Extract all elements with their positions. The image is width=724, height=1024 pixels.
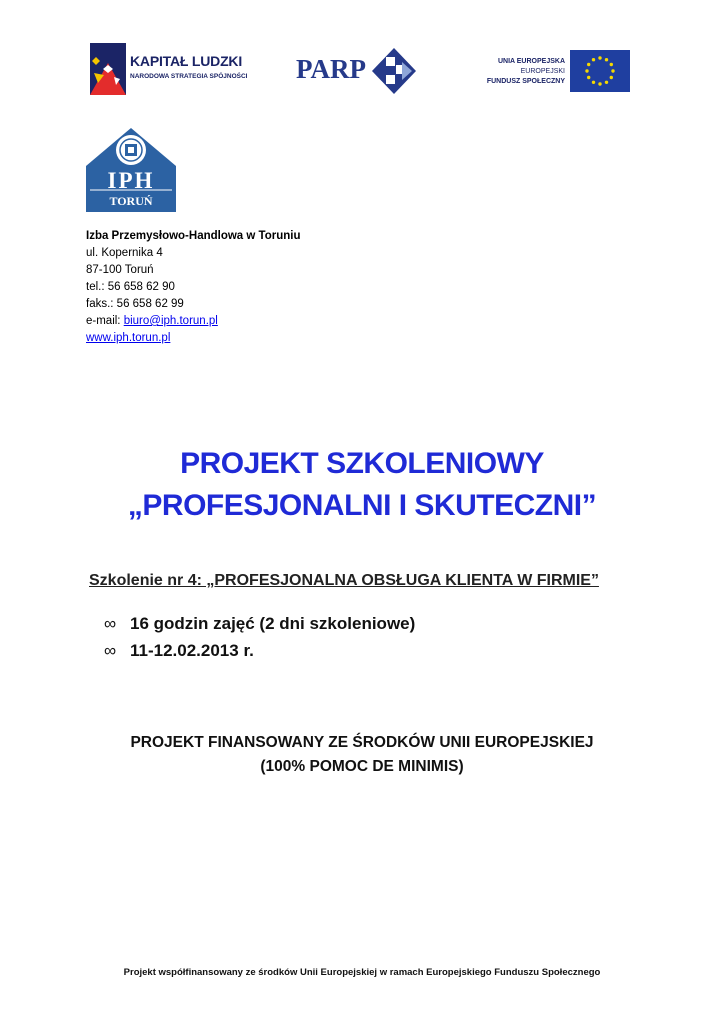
street-address: ul. Kopernika 4 bbox=[86, 247, 163, 259]
fax: faks.: 56 658 62 99 bbox=[86, 298, 184, 310]
telephone: tel.: 56 658 62 90 bbox=[86, 281, 175, 293]
funding-line2: (100% POMOC DE MINIMIS) bbox=[260, 758, 464, 775]
kapital-ludzki-logo bbox=[86, 43, 256, 95]
website-link[interactable]: www.iph.torun.pl bbox=[86, 332, 171, 344]
eu-logo-line2: EUROPEJSKI bbox=[520, 68, 565, 75]
training-details-list bbox=[104, 610, 415, 664]
iph-logo bbox=[86, 128, 176, 212]
parp-logo bbox=[296, 48, 416, 94]
iph-logo-text: IPH bbox=[107, 168, 155, 193]
list-item bbox=[104, 610, 415, 637]
footer-text: Projekt współfinansowany ze środków Unii Europejskiej w ramach Europejskiego Funduszu Społecznego bbox=[123, 967, 601, 978]
bullet-infinity-icon: ∞ bbox=[104, 614, 117, 633]
parp-logo-text: PARP bbox=[296, 54, 366, 84]
eu-logo-line3: FUNDUSZ SPOŁECZNY bbox=[486, 78, 565, 85]
list-item-text: 16 godzin zajęć (2 dni szkoleniowe) bbox=[130, 614, 416, 633]
project-title-line1: PROJEKT SZKOLENIOWY bbox=[180, 447, 544, 480]
project-title-line2: „PROFESJONALNI I SKUTECZNI” bbox=[127, 489, 597, 522]
list-item-text: 11-12.02.2013 r. bbox=[130, 641, 254, 660]
email-label: e-mail: bbox=[86, 315, 124, 327]
funding-notice bbox=[0, 731, 724, 779]
list-item bbox=[104, 637, 415, 664]
bullet-infinity-icon: ∞ bbox=[104, 641, 117, 660]
funding-line1: PROJEKT FINANSOWANY ZE ŚRODKÓW UNII EUROPEJSKIEJ bbox=[130, 734, 594, 751]
eu-logo bbox=[486, 50, 630, 92]
kapital-ludzki-title: KAPITAŁ LUDZKI bbox=[130, 53, 243, 69]
parp-diamond-icon bbox=[372, 48, 416, 94]
kapital-ludzki-emblem-icon bbox=[86, 43, 130, 95]
email-line bbox=[86, 313, 300, 330]
project-title bbox=[0, 443, 724, 527]
address-block bbox=[86, 228, 300, 347]
iph-logo-city: TORUŃ bbox=[109, 194, 153, 208]
email-link[interactable]: biuro@iph.torun.pl bbox=[123, 315, 218, 327]
kapital-ludzki-subtitle: NARODOWA STRATEGIA SPÓJNOŚCI bbox=[130, 73, 248, 80]
eu-logo-line1: UNIA EUROPEJSKA bbox=[497, 58, 565, 65]
city-postal-code: 87-100 Toruń bbox=[86, 264, 154, 276]
website-line bbox=[86, 330, 300, 347]
training-heading: Szkolenie nr 4: „PROFESJONALNA OBSŁUGA KLIENTA W FIRMIE” bbox=[89, 572, 599, 589]
organization-name: Izba Przemysłowo-Handlowa w Toruniu bbox=[86, 230, 301, 242]
eu-flag-icon bbox=[570, 50, 630, 92]
